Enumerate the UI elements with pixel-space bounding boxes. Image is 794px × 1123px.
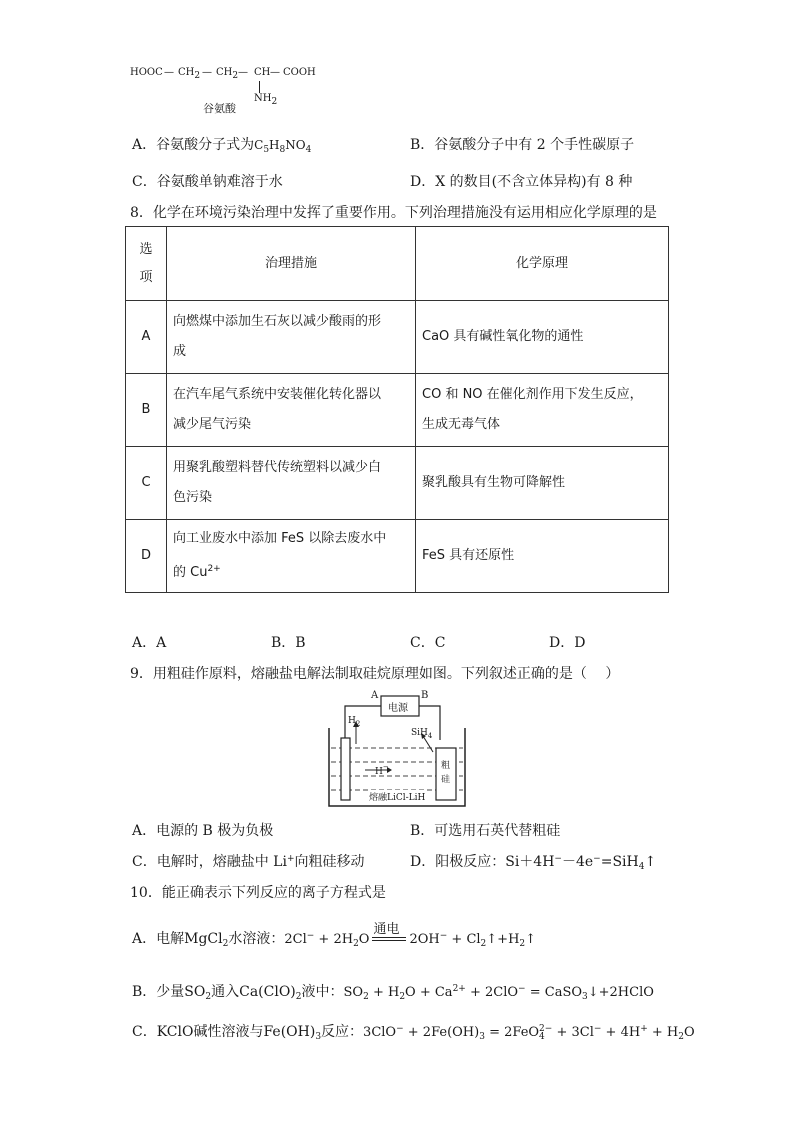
q8-stem: 8．化学在环境污染治理中发挥了重要作用。下列治理措施没有运用相应化学原理的是 xyxy=(130,205,657,221)
q7-option-c[interactable]: C．谷氨酸单钠难溶于水 xyxy=(132,174,283,190)
q9-option-b[interactable]: B．可选用石英代替粗硅 xyxy=(410,823,561,839)
hminus-label: H− xyxy=(375,763,389,777)
q8-answer-d[interactable]: D．D xyxy=(549,635,586,651)
q8-answer-b[interactable]: B．B xyxy=(271,635,306,651)
structure-nh2: NH xyxy=(254,93,272,104)
q7-option-a[interactable]: A．谷氨酸分子式为$C_5H_8NO_4$ xyxy=(132,137,312,155)
q8-answer-c[interactable]: C．C xyxy=(410,635,446,651)
h2-label: $H_2$ xyxy=(348,716,361,728)
q8-answer-a[interactable]: A．A xyxy=(132,635,167,651)
q10-option-c[interactable]: C．KClO碱性溶液与$Fe(OH)_3$反应：$3ClO^- + 2Fe(OH)_3 = 2FeO2-$ $4 + 3Cl^- + 4H^+ + H_2O$ xyxy=(132,1023,695,1042)
structure-ch: CH xyxy=(254,67,271,78)
q7-option-d[interactable]: D．X 的数目(不含立体异构)有 8 种 xyxy=(410,174,633,190)
crude-label-1: 粗 xyxy=(441,761,451,771)
structure-ch2-b: CH xyxy=(216,67,233,78)
q7-option-b[interactable]: B．谷氨酸分子中有 2 个手性碳原子 xyxy=(410,137,635,153)
q10-option-a[interactable]: A．电解MgCl$_2$水溶液：$2Cl^- + 2H_2O$ 通电 $2OH^- + Cl_2↑+H_2↑$ xyxy=(132,922,537,949)
table-row: A 向燃煤中添加生石灰以减少酸雨的形 成 CaO 具有碱性氧化物的通性 xyxy=(126,301,669,374)
power-label: 电源 xyxy=(388,703,408,714)
header-option: 选 项 xyxy=(126,227,167,301)
table-row: C 用聚乳酸塑料替代传统塑料以减少白 色污染 聚乳酸具有生物可降解性 xyxy=(126,447,669,520)
salt-label: 熔融LiCl-LiH xyxy=(369,790,425,803)
sih4-label: SiH$_4$ xyxy=(411,728,433,740)
q9-stem: 9．用粗硅作原料，熔融盐电解法制取硅烷原理如图。下列叙述正确的是（ ） xyxy=(130,666,620,682)
q9-option-c[interactable]: C．电解时，熔融盐中 Li+向粗硅移动 xyxy=(132,854,365,870)
cathode-electrode xyxy=(341,738,350,800)
table-row: B 在汽车尾气系统中安装催化转化器以 减少尾气污染 CO 和 NO 在催化剂作用下发生反应， 生成无毒气体 xyxy=(126,374,669,447)
table-row: D 向工业废水中添加 FeS 以除去废水中 的 $Cu^{2+}$ FeS 具有还原性 xyxy=(126,520,669,593)
structure-name: 谷氨酸 xyxy=(203,102,236,115)
glutamic-acid-structure: HOOC — CH2 — CH2 — CH — COOH NH2 xyxy=(130,67,316,107)
structure-ch2-a: CH xyxy=(178,67,195,78)
structure-cooh: COOH xyxy=(283,67,316,78)
q9-option-d[interactable]: D．阳极反应：Si＋4H−－4e−=SiH$_4$↑ xyxy=(410,854,657,872)
terminal-b: B xyxy=(421,690,429,701)
terminal-a: A xyxy=(371,690,379,701)
header-principle: 化学原理 xyxy=(416,227,669,301)
structure-hooc: HOOC xyxy=(130,67,163,78)
header-measure: 治理措施 xyxy=(167,227,416,301)
q10-stem: 10．能正确表示下列反应的离子方程式是 xyxy=(130,885,386,901)
q9-option-a[interactable]: A．电源的 B 极为负极 xyxy=(132,823,274,839)
q10-option-b[interactable]: B．少量$SO_2$通入$Ca(ClO)_2$液中：$SO_2 + H_2O + Ca^{2+} + 2ClO^-$ = CaSO$_3$↓+2HClO xyxy=(132,984,654,1002)
electrolysis-diagram xyxy=(325,690,470,810)
structure-bond xyxy=(259,81,260,93)
q8-table xyxy=(125,226,669,593)
electrolysis-condition: 通电 xyxy=(371,931,407,947)
crude-label-2: 硅 xyxy=(441,775,451,785)
table-header-row xyxy=(126,227,669,301)
